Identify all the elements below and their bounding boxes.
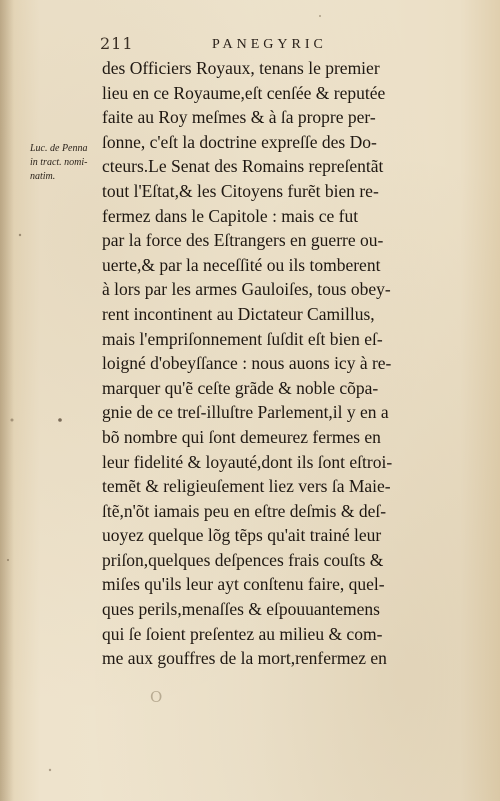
text-line: tout l'Eſtat,& les Citoyens furẽt bien re- (102, 180, 379, 201)
margin-note-line: natim. (30, 171, 56, 182)
text-line: uoyez quelque lõg tẽps qu'ait trainé leur (102, 525, 382, 546)
text-line: cteurs.Le Senat des Romains repreſentãt (102, 156, 384, 177)
text-line: leur fidelité & loyauté,dont ils ſont eſtroi- (102, 451, 393, 472)
text-line: qui ſe ſoient preſentez au milieu & com- (102, 623, 383, 644)
text-line: bõ nombre qui ſont demeurez fermes en (102, 426, 381, 447)
page-number: 211 (100, 34, 134, 53)
text-line: gnie de ce treſ-illuſtre Parlement,il y en a (102, 402, 389, 423)
text-line: lieu en ce Royaume,eſt cenſée & reputée (102, 82, 386, 103)
text-line: ſonne, c'eſt la doctrine expreſſe des Do- (102, 131, 377, 152)
text-line: fermez dans le Capitole : mais ce fut (102, 205, 359, 226)
catchword: O (150, 688, 163, 706)
text-line: mais l'empriſonnement ſuſdit eſt bien eſ- (102, 328, 383, 349)
text-line: ques perils,menaſſes & eſpouuantemens (102, 599, 380, 620)
text-line: marquer qu'ẽ ceſte grãde & noble cõpa- (102, 377, 379, 398)
margin-note-line: in tract. nomi- (30, 157, 88, 168)
running-head: PANEGYRIC (212, 37, 327, 52)
margin-note-line: Luc. de Penna (30, 143, 88, 154)
text-line: par la force des Eſtrangers en guerre ou- (102, 230, 384, 251)
text-line: miſes qu'ils leur ayt conſtenu faire, quel- (102, 574, 385, 595)
text-line: loigné d'obeyſſance : nous auons icy à re- (102, 353, 392, 374)
text-line: rent incontinent au Dictateur Camillus, (102, 303, 375, 324)
text-line: à lors par les armes Gauloiſes, tous obey- (102, 279, 391, 300)
text-line: uerte,& par la neceſſité ou ils tomberent (102, 254, 381, 275)
text-line: temẽt & religieuſement liez vers ſa Maie- (102, 476, 391, 497)
text-line: ſtẽ,n'õt iamais peu en eſtre deſmis & deſ- (102, 500, 387, 521)
text-line: priſon,quelques deſpences frais couſts & (102, 549, 384, 570)
text-line: me aux gouffres de la mort,renfermez en (102, 648, 387, 669)
text-line: faite au Roy meſmes & à ſa propre per- (102, 107, 376, 128)
text-line: des Officiers Royaux, tenans le premier (102, 58, 380, 78)
